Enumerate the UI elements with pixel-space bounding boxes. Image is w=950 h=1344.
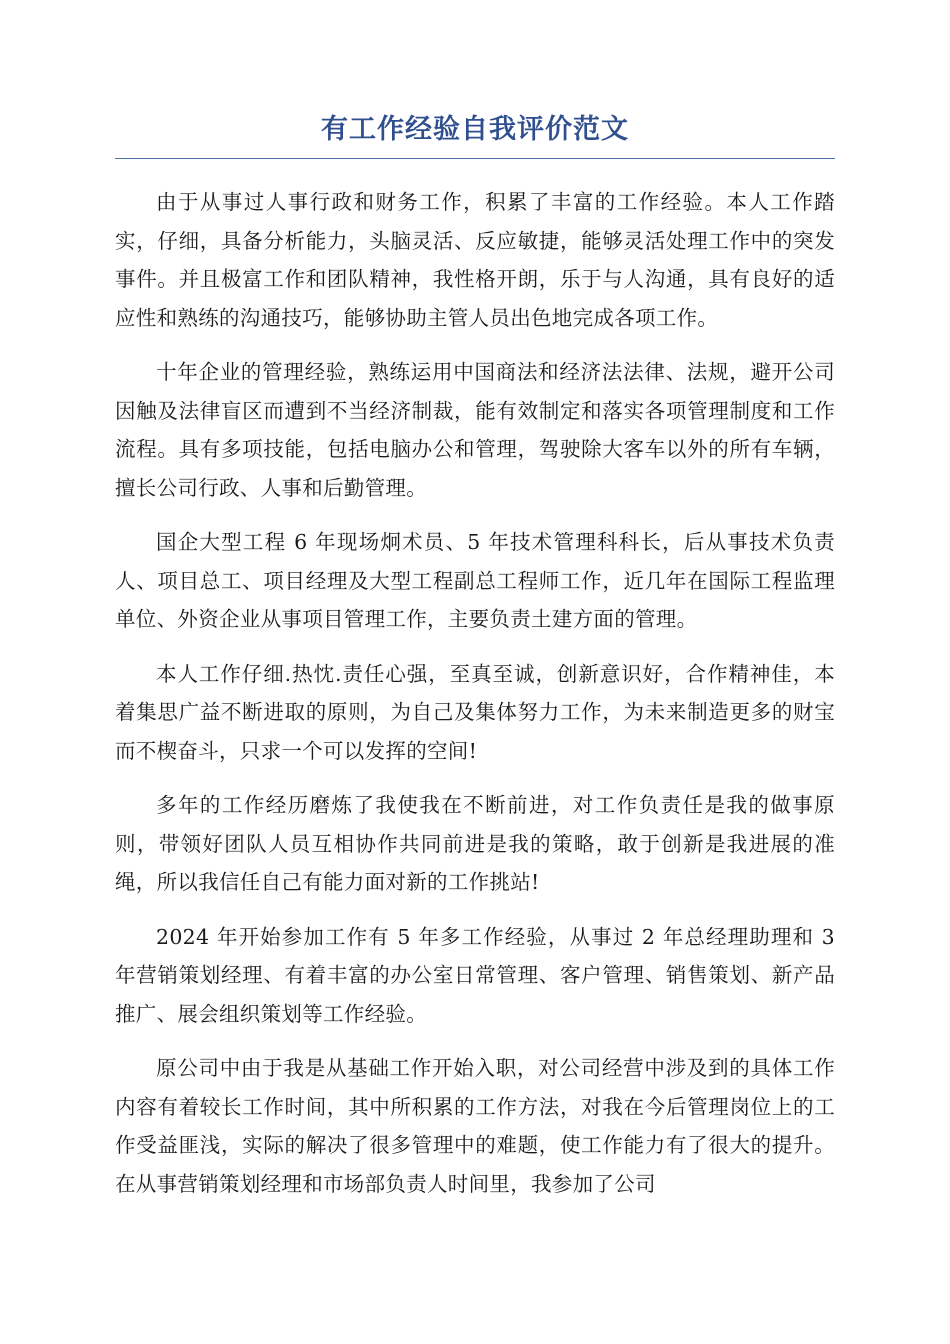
paragraph: 原公司中由于我是从基础工作开始入职，对公司经营中涉及到的具体工作内容有着较长工作时间，其中所积累的工作方法，对我在今后管理岗位上的工作受益匪浅，实际的解决了很多管理中的难题，使工作能力有了很大的提升。在从事营销策划经理和市场部负责人时间里，我参加了公司 [115,1056,835,1196]
paragraph: 国企大型工程 6 年现场炯术员、5 年技术管理科科长，后从事技术负责人、项目总工、项目经理及大型工程副总工程师工作，近几年在国际工程监理单位、外资企业从事项目管理工作，主要负责土建方面的管理。 [115,530,835,631]
paragraph: 本人工作仔细.热忱.责任心强，至真至诚，创新意识好，合作精神佳，本着集思广益不断进取的原则，为自己及集体努力工作，为未来制造更多的财宝而不楔奋斗，只求一个可以发挥的空间! [115,661,835,763]
document-title: 有工作经验自我评价范文 [115,108,835,159]
document-body [115,183,835,1203]
document-page [115,108,835,1219]
paragraph: 十年企业的管理经验，熟练运用中国商法和经济法法律、法规，避开公司因触及法律盲区而遭到不当经济制裁，能有效制定和落实各项管理制度和工作流程。具有多项技能，包括电脑办公和管理，驾驶除大客车以外的所有车辆，擅长公司行政、人事和后勤管理。 [115,360,835,500]
paragraph: 2024 年开始参加工作有 5 年多工作经验，从事过 2 年总经理助理和 3 年营销策划经理、有着丰富的办公室日常管理、客户管理、销售策划、新产品推广、展会组织策划等工作经验。 [115,924,835,1026]
paragraph: 多年的工作经历磨炼了我使我在不断前进，对工作负责任是我的做事原则，带领好团队人员互相协作共同前进是我的策略，敢于创新是我进展的准绳，所以我信任自己有能力面对新的工作挑站! [115,793,835,894]
paragraph: 由于从事过人事行政和财务工作，积累了丰富的工作经验。本人工作踏实，仔细，具备分析能力，头脑灵活、反应敏捷，能够灵活处理工作中的突发事件。并且极富工作和团队精神，我性格开朗，乐于与人沟通，具有良好的适应性和熟练的沟通技巧，能够协助主管人员出色地完成各项工作。 [115,190,835,330]
